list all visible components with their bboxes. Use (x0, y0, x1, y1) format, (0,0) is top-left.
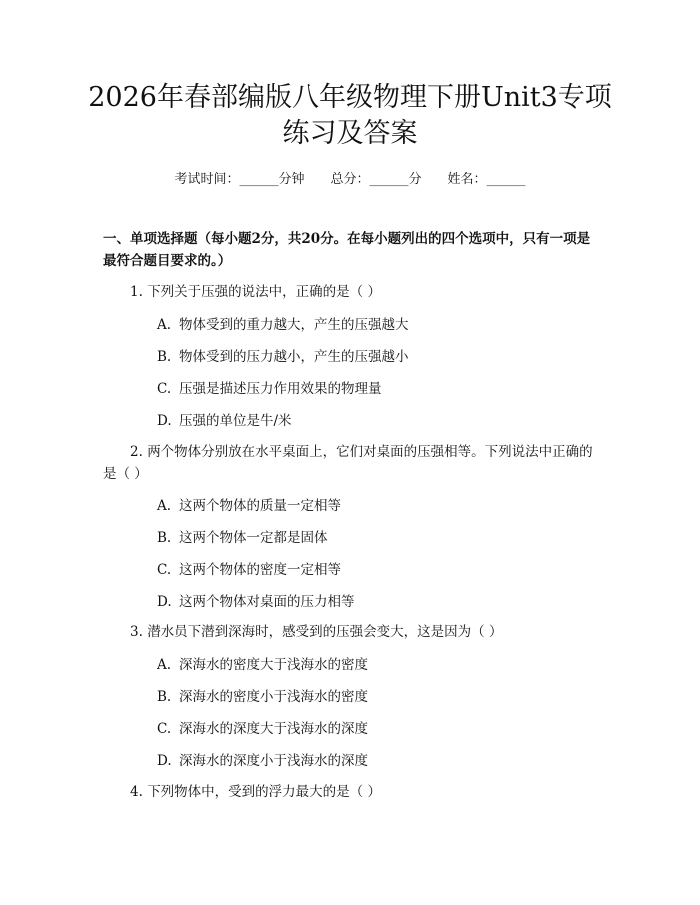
question-number: 1. (130, 284, 143, 300)
question-2-option-b (157, 527, 597, 549)
exam-time-field: 考试时间：______分钟 (174, 172, 305, 187)
option-text: 物体受到的重力越大，产生的压强越大 (179, 317, 409, 333)
option-letter: C. (157, 381, 172, 397)
option-text: 压强是描述压力作用效果的物理量 (179, 381, 382, 397)
question-4 (103, 781, 603, 803)
question-3 (103, 621, 603, 643)
section-heading: 一、单项选择题（每小题2分，共20分。在每小题列出的四个选项中，只有一项是最符合题目要求的。） (103, 231, 591, 269)
option-text: 这两个物体对桌面的压力相等 (179, 594, 355, 610)
exam-meta (0, 168, 700, 187)
total-score-field: 总分：______分 (330, 172, 422, 187)
question-1 (103, 281, 603, 303)
option-text: 深海水的深度大于浅海水的深度 (179, 721, 368, 737)
option-text: 这两个物体的密度一定相等 (179, 562, 341, 578)
question-3-option-d (157, 750, 597, 772)
option-letter: B. (157, 530, 172, 546)
question-2 (103, 441, 603, 485)
option-letter: D. (157, 413, 172, 429)
option-text: 物体受到的压力越小，产生的压强越小 (179, 349, 409, 365)
student-name-field: 姓名：______ (447, 172, 526, 187)
option-letter: D. (157, 753, 172, 769)
option-letter: A. (157, 657, 172, 673)
option-letter: B. (157, 689, 172, 705)
option-letter: D. (157, 594, 172, 610)
option-letter: A. (157, 317, 172, 333)
option-letter: C. (157, 562, 172, 578)
question-text: 潜水员下潜到深海时，感受到的压强会变大，这是因为（ ） (147, 624, 503, 640)
question-3-option-a (157, 654, 597, 676)
option-text: 这两个物体的质量一定相等 (179, 498, 341, 514)
option-text: 这两个物体一定都是固体 (179, 530, 328, 546)
option-letter: A. (157, 498, 172, 514)
question-2-option-d (157, 591, 597, 613)
title-line-1: 2026年春部编版八年级物理下册Unit3专项 (88, 82, 612, 113)
question-text: 两个物体分别放在水平桌面上，它们对桌面的压强相等。下列说法中正确的是（ ） (103, 444, 593, 482)
question-text: 下列关于压强的说法中，正确的是（ ） (147, 284, 381, 300)
option-text: 深海水的深度小于浅海水的深度 (179, 753, 368, 769)
question-2-option-c (157, 559, 597, 581)
option-letter: C. (157, 721, 172, 737)
question-2-option-a (157, 495, 597, 517)
option-text: 深海水的密度大于浅海水的密度 (179, 657, 368, 673)
question-number: 4. (130, 784, 143, 800)
question-number: 2. (130, 444, 143, 460)
option-letter: B. (157, 349, 172, 365)
option-text: 压强的单位是牛/米 (179, 413, 292, 429)
question-1-option-a (157, 314, 597, 336)
document-title (60, 80, 640, 152)
question-1-option-d (157, 410, 597, 432)
question-text: 下列物体中，受到的浮力最大的是（ ） (147, 784, 381, 800)
option-text: 深海水的密度小于浅海水的密度 (179, 689, 368, 705)
question-number: 3. (130, 624, 143, 640)
question-1-option-b (157, 346, 597, 368)
question-3-option-c (157, 718, 597, 740)
title-line-2: 练习及答案 (282, 118, 418, 149)
question-1-option-c (157, 378, 597, 400)
question-3-option-b (157, 686, 597, 708)
